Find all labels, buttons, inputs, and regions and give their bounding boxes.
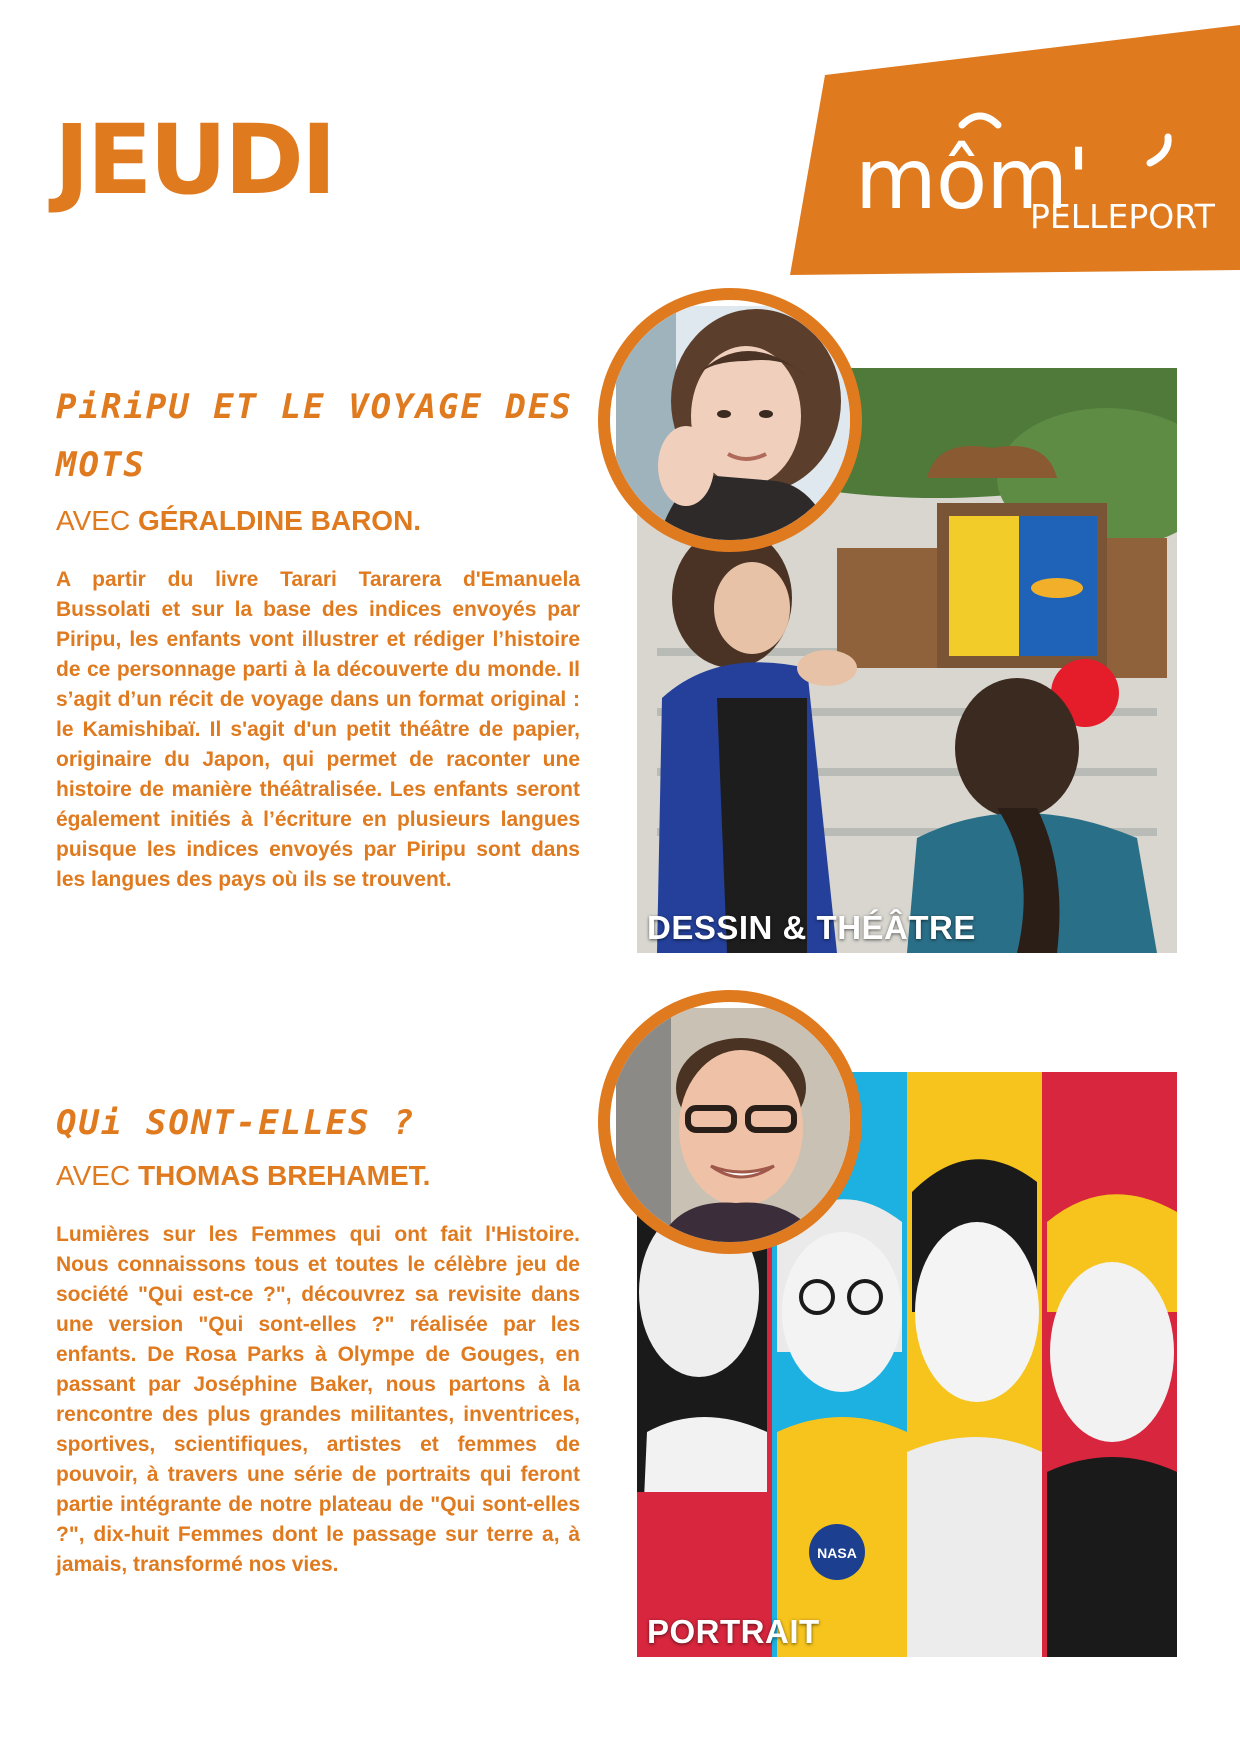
host-portrait — [598, 990, 862, 1254]
activity-description: A partir du livre Tarari Tararera d'Emanuela Bussolati et sur la base des indices envoyés par Piripu, les enfants vont illustrer et rédiger l’histoire de ce personnage parti à la découverte du monde. Il s’agit d’un récit de voyage dans un format original : le Kamishibaï. Il s'agit d'un petit théâtre de papier, originaire du Japon, qui permet de raconter une histoire de manière théâtralisée. Les enfants seront également initiés à l’écriture en plusieurs langues puisque les indices envoyés par Piripu sont dans les langues des pays où ils se trouvent. — [56, 568, 580, 891]
activity-title: PiRiPU ET LE VOYAGE DES MOTS — [56, 387, 573, 485]
activity-host — [56, 507, 421, 535]
host-prefix: AVEC — [56, 1160, 131, 1191]
activity-host — [56, 1162, 430, 1190]
nasa-badge-text: NASA — [817, 1545, 857, 1561]
brand-name: môm' — [855, 130, 1090, 228]
day-title: JEUDI — [54, 104, 334, 216]
activity-title: QUi SONT-ELLES ? — [56, 1103, 416, 1143]
host-portrait — [598, 288, 862, 552]
activity-description: Lumières sur les Femmes qui ont fait l'Histoire. Nous connaissons tous et toutes le célèbre jeu de société "Qui est-ce ?", découvrez sa revisite dans une version "Qui sont-elles ?" réalisée par les enfants. De Rosa Parks à Olympe de Gouges, en passant par Joséphine Baker, nous partons à la rencontre des plus grandes militantes, inventrices, sportives, scientifiques, artistes et femmes de pouvoir, à travers une série de portraits qui feront partie intégrante de notre plateau de "Qui sont-elles ?", dix-huit Femmes dont le passage sur terre a, à jamais, transformé nos vies. — [56, 1223, 580, 1576]
brand-logo — [790, 25, 1240, 275]
photo-category-label: PORTRAIT — [647, 1613, 820, 1650]
photo-category-label: DESSIN & THÉÂTRE — [647, 909, 976, 946]
host-portrait-image — [616, 1008, 856, 1248]
host-name: THOMAS BREHAMET. — [137, 1160, 431, 1191]
host-portrait-image — [616, 306, 856, 546]
host-prefix: AVEC — [56, 505, 131, 536]
brand-location: PELLEPORT — [1030, 197, 1215, 236]
host-name: GÉRALDINE BARON. — [137, 505, 422, 536]
